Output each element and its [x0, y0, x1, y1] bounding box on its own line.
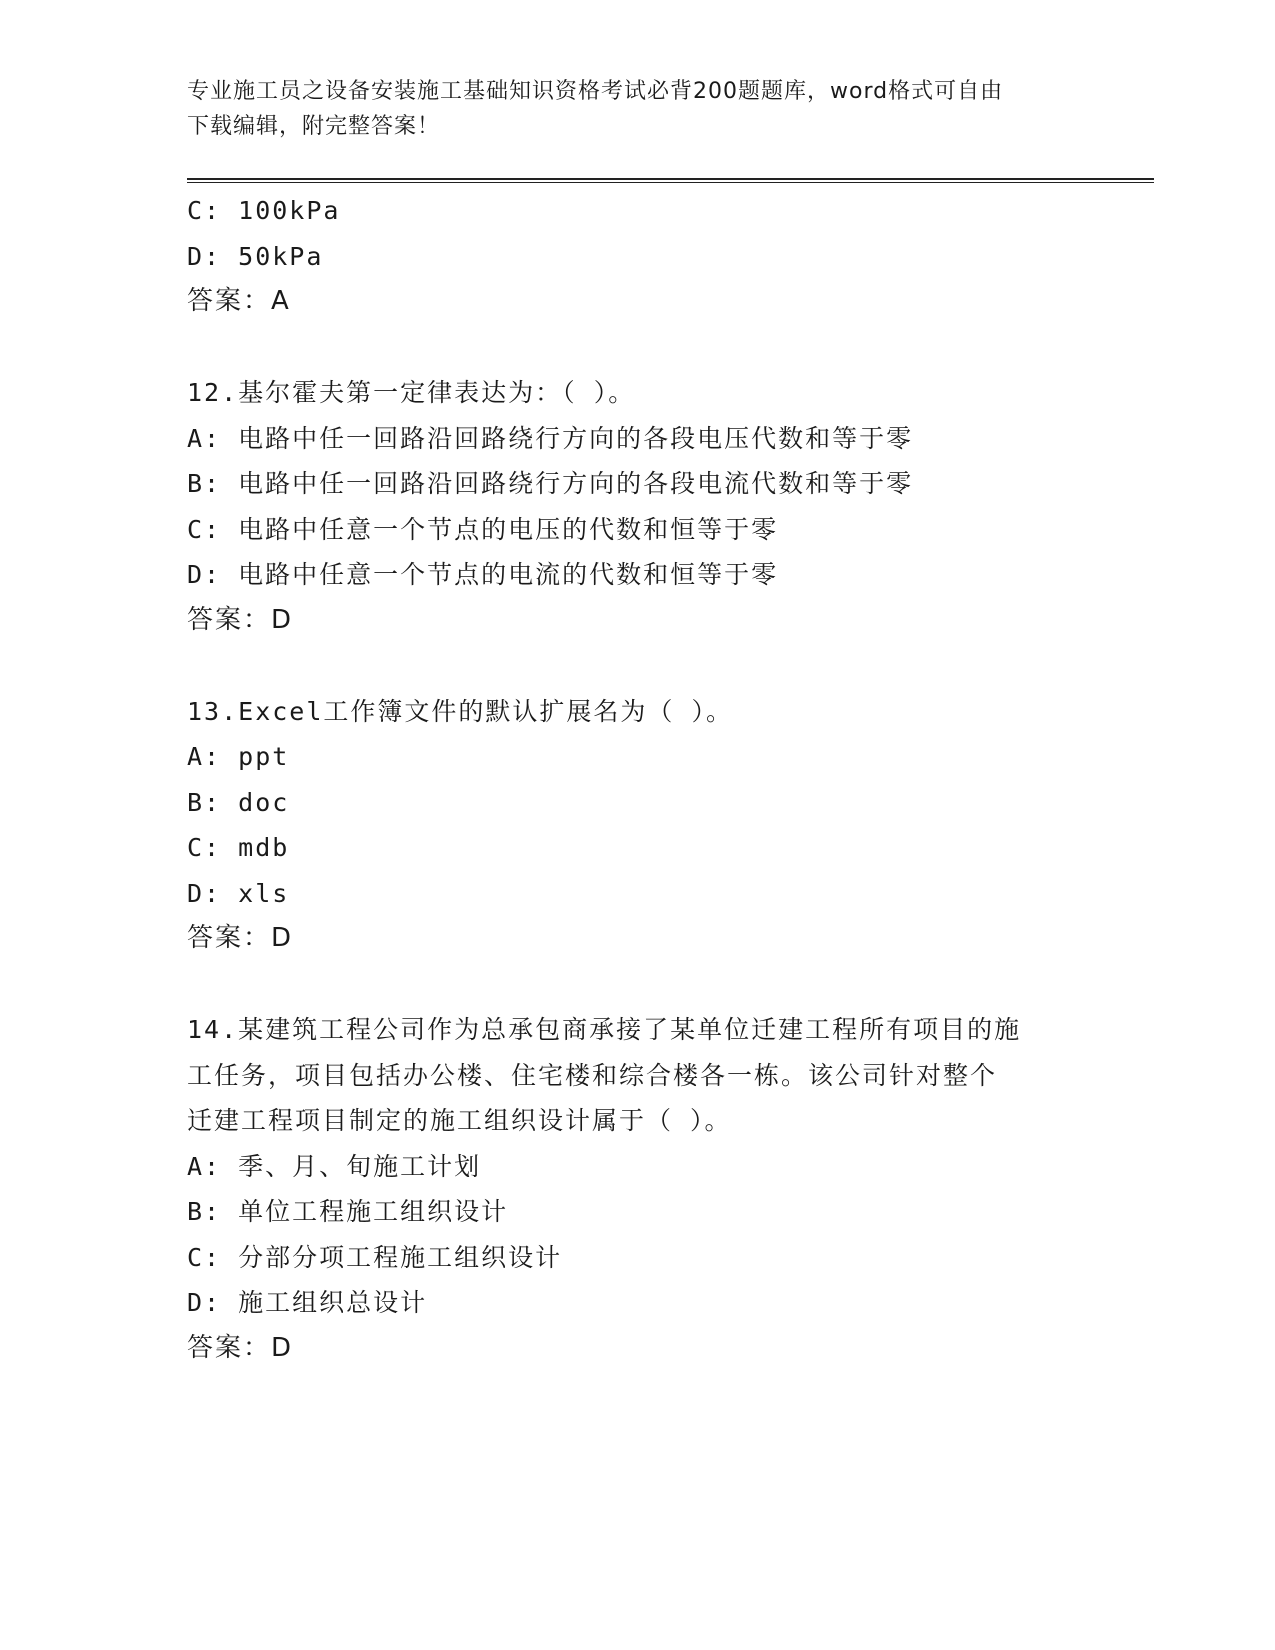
- header-divider: [187, 178, 1154, 183]
- spacer: [187, 643, 1087, 689]
- question-13: [187, 689, 1087, 962]
- option-b: B: 单位工程施工组织设计: [187, 1197, 509, 1226]
- option-d: D: xls: [187, 878, 290, 908]
- answer-line: 答案：D: [187, 604, 294, 635]
- question-list: [187, 188, 1087, 1371]
- header-title-line-2: 下载编辑，附完整答案！: [187, 114, 441, 139]
- option-c: C: 分部分项工程施工组织设计: [187, 1242, 563, 1272]
- option-b: B: 电路中任一回路沿回路绕行方向的各段电流代数和等于零: [187, 469, 914, 498]
- option-d: D: 施工组织总设计: [187, 1288, 428, 1317]
- option-a: A: ppt: [187, 742, 290, 771]
- header-title-line-1: 专业施工员之设备安装施工基础知识资格考试必背200题题库，word格式可自由: [187, 79, 1004, 104]
- spacer: [187, 962, 1087, 1008]
- question-stem-line-2: 工任务，项目包括办公楼、住宅楼和综合楼各一栋。该公司针对整个: [187, 1060, 998, 1090]
- option-a: A: 电路中任一回路沿回路绕行方向的各段电压代数和等于零: [187, 423, 914, 453]
- option-d: D: 50kPa: [187, 241, 324, 271]
- option-b: B: doc: [187, 787, 290, 817]
- option-d: D: 电路中任意一个节点的电流的代数和恒等于零: [187, 560, 779, 589]
- answer-line: 答案：A: [187, 286, 291, 316]
- question-11-continued: [187, 188, 1087, 325]
- question-stem-line-1: 14.某建筑工程公司作为总承包商承接了某单位迁建工程所有项目的施: [187, 1015, 1022, 1044]
- spacer: [187, 325, 1087, 371]
- answer-line: 答案：D: [187, 923, 294, 953]
- option-c: C: 电路中任意一个节点的电压的代数和恒等于零: [187, 514, 779, 544]
- option-c: C: mdb: [187, 833, 290, 862]
- option-c: C: 100kPa: [187, 196, 341, 225]
- question-stem: 12.基尔霍夫第一定律表达为：（ ）。: [187, 378, 636, 407]
- answer-line: 答案：D: [187, 1332, 294, 1363]
- question-stem: 13.Excel工作簿文件的默认扩展名为（ ）。: [187, 696, 733, 726]
- option-a: A: 季、月、旬施工计划: [187, 1151, 482, 1181]
- document-header: [187, 74, 1067, 144]
- question-12: [187, 370, 1087, 643]
- question-stem-line-3: 迁建工程项目制定的施工组织设计属于（ ）。: [187, 1106, 732, 1135]
- question-14: [187, 1007, 1087, 1371]
